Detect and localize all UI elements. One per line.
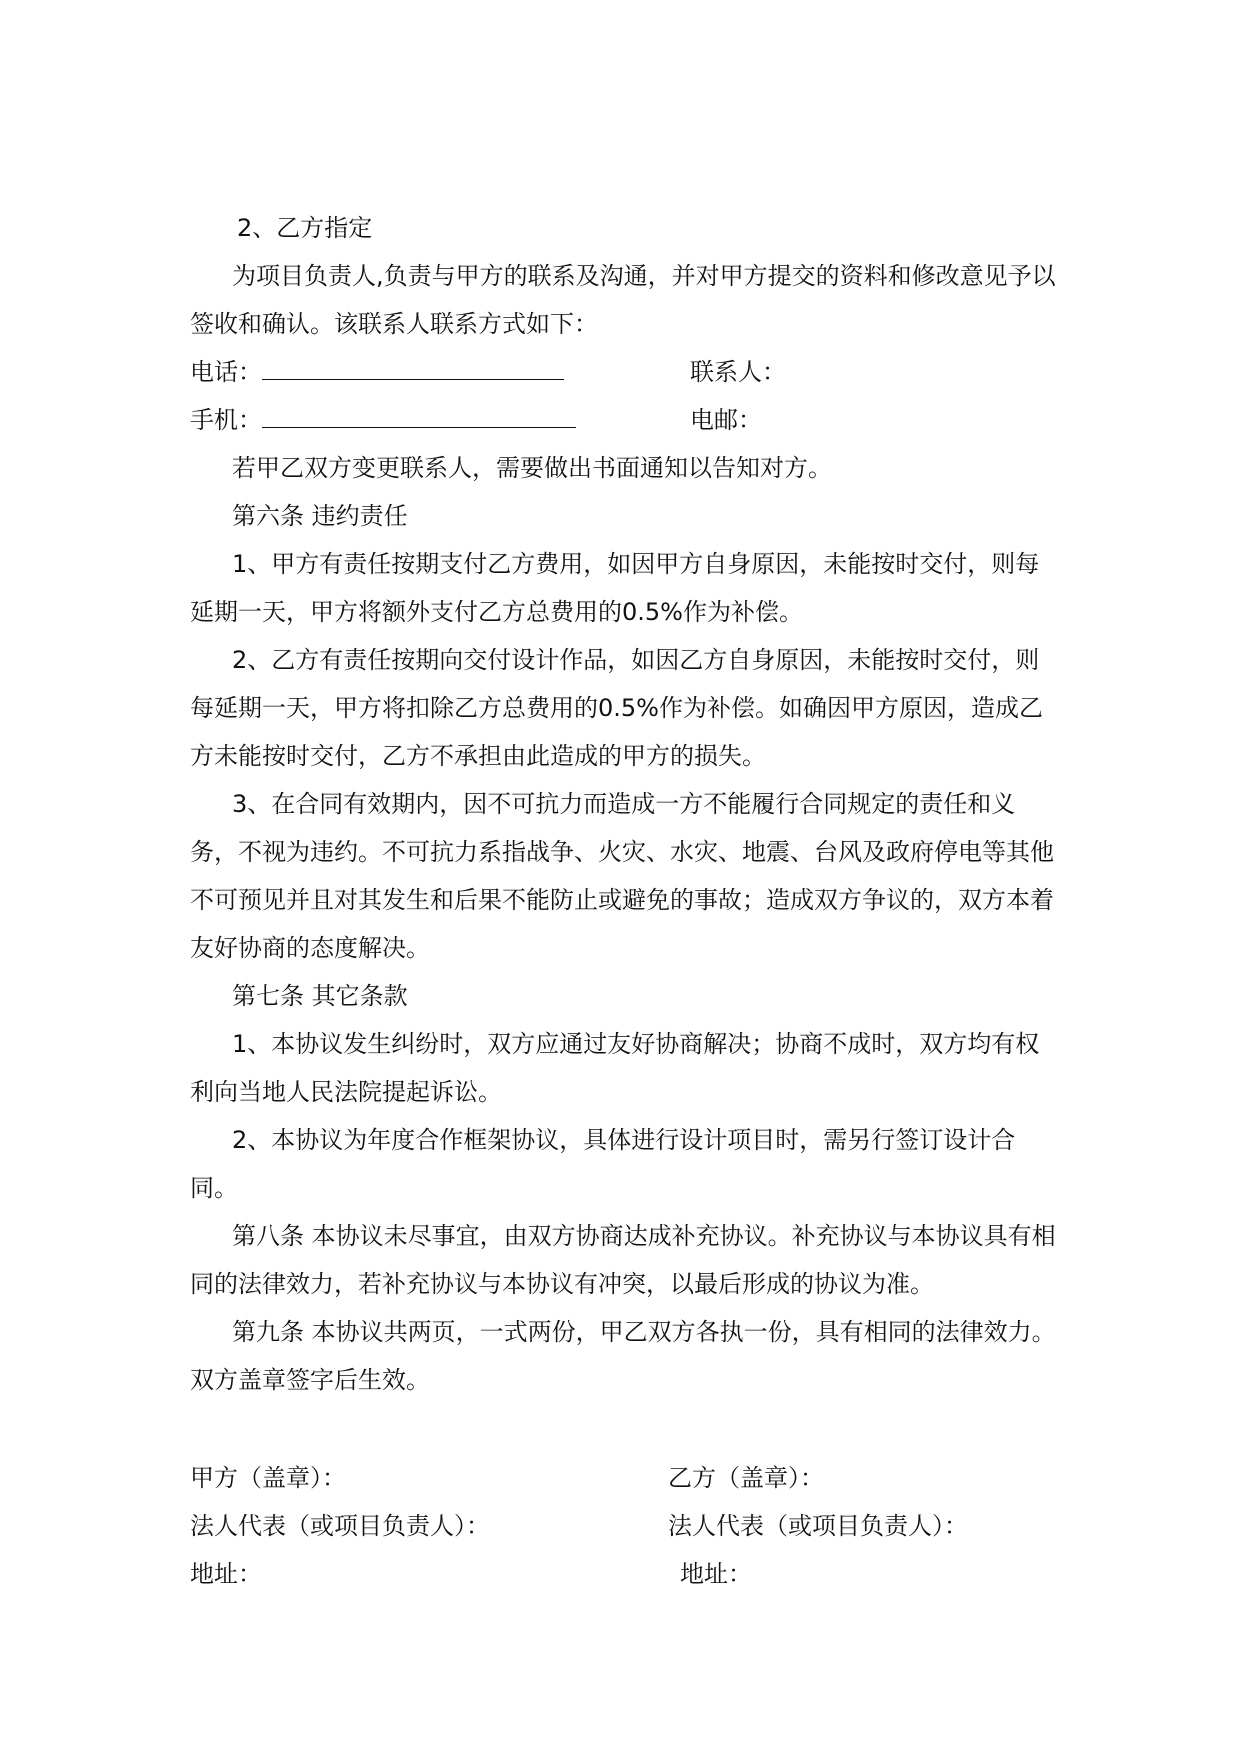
change-notice: 若甲乙双方变更联系人，需要做出书面通知以告知对方。	[232, 454, 832, 482]
item2-body: 为项目负责人,负责与甲方的联系及沟通，并对甲方提交的资料和修改意见予以签收和确认。该联系人联系方式如下：	[190, 262, 1056, 338]
party-a-address: 地址：	[190, 1560, 262, 1588]
article9: 第九条 本协议共两页，一式两份，甲乙双方各执一份，具有相同的法律效力。双方盖章签字后生效。	[190, 1318, 1056, 1394]
article7-clause1: 1、本协议发生纠纷时，双方应通过友好协商解决；协商不成时，双方均有权利向当地人民法院提起诉讼。	[190, 1030, 1040, 1106]
mobile-row	[190, 396, 576, 444]
article8: 第八条 本协议未尽事宜，由双方协商达成补充协议。补充协议与本协议具有相同的法律效力，若补充协议与本协议有冲突，以最后形成的协议为准。	[190, 1222, 1056, 1298]
mobile-label: 手机：	[190, 406, 262, 434]
party-a-seal: 甲方（盖章）：	[190, 1464, 346, 1492]
article7-clause2: 2、本协议为年度合作框架协议，具体进行设计项目时，需另行签订设计合同。	[190, 1126, 1016, 1202]
item2-heading: 2、乙方指定	[237, 214, 373, 242]
contact-person-label: 联系人：	[690, 358, 786, 386]
article6-title: 第六条 违约责任	[232, 502, 408, 530]
article6-clause1: 1、甲方有责任按期支付乙方费用，如因甲方自身原因，未能按时交付，则每延期一天，甲方将额外支付乙方总费用的0.5%作为补偿。	[190, 550, 1040, 626]
article6-clause2: 2、乙方有责任按期向交付设计作品，如因乙方自身原因，未能按时交付，则每延期一天，甲方将扣除乙方总费用的0.5%作为补偿。如确因甲方原因，造成乙方未能按时交付，乙方不承担由此造成的甲方的损失。	[190, 646, 1043, 770]
phone-blank	[262, 349, 564, 380]
phone-row	[190, 348, 564, 396]
article6-clause3: 3、在合同有效期内，因不可抗力而造成一方不能履行合同规定的责任和义务，不视为违约。不可抗力系指战争、火灾、水灾、地震、台风及政府停电等其他不可预见并且对其发生和后果不能防止或避免的事故；造成双方争议的，双方本着友好协商的态度解决。	[190, 790, 1054, 962]
phone-label: 电话：	[190, 358, 262, 386]
party-a-rep: 法人代表（或项目负责人）：	[190, 1512, 490, 1540]
email-label: 电邮：	[690, 406, 762, 434]
mobile-blank	[262, 397, 576, 428]
party-b-address: 地址：	[680, 1560, 752, 1588]
party-b-seal: 乙方（盖章）：	[668, 1464, 824, 1492]
party-b-rep: 法人代表（或项目负责人）：	[668, 1512, 968, 1540]
article7-title: 第七条 其它条款	[232, 982, 408, 1010]
